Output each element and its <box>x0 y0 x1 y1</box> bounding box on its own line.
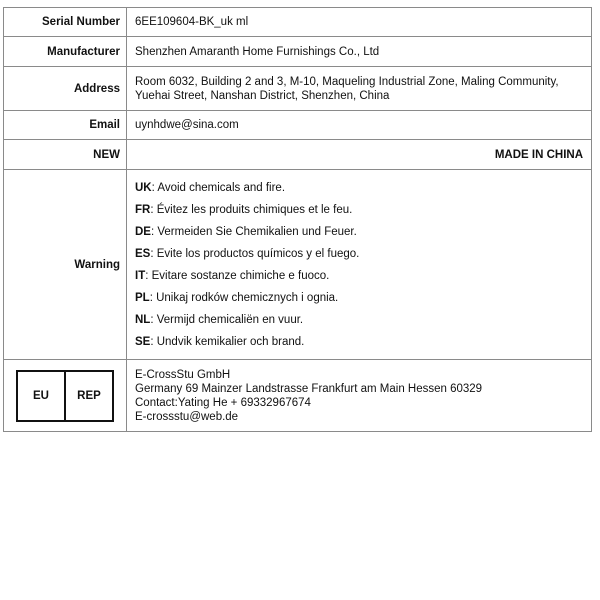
language-code: UK <box>135 181 152 194</box>
language-code: NL <box>135 313 151 326</box>
rep-contact: Contact:Yating He + 69332967674 <box>135 396 311 409</box>
rep-box: REP <box>64 372 112 420</box>
warning-list <box>127 170 592 360</box>
warning-item <box>135 243 583 265</box>
address-label: Address <box>4 67 127 111</box>
warning-text: : Vermeiden Sie Chemikalien und Feuer. <box>150 225 357 238</box>
warning-item <box>135 331 583 353</box>
rep-email: E-crossstu@web.de <box>135 410 239 423</box>
new-row <box>4 140 592 170</box>
eu-rep-symbol-cell <box>4 360 127 432</box>
manufacturer-value: Shenzhen Amaranth Home Furnishings Co., Ltd <box>127 37 592 67</box>
language-code: PL <box>135 291 150 304</box>
address-line: Room 6032, Building 2 and 3, M-10, Maqueling Industrial Zone, Maling Community, <box>135 75 559 88</box>
address-line: Yuehai Street, Nanshan District, Shenzhen, China <box>135 89 390 102</box>
email-label: Email <box>4 111 127 140</box>
serial-number-row <box>4 8 592 37</box>
serial-number-value: 6EE109604-BK_uk ml <box>127 8 592 37</box>
warning-text: : Evitare sostanze chimiche e fuoco. <box>145 269 330 282</box>
warning-item <box>135 177 583 199</box>
warning-item <box>135 199 583 221</box>
manufacturer-label: Manufacturer <box>4 37 127 67</box>
warning-text: : Undvik kemikalier och brand. <box>150 335 305 348</box>
language-code: FR <box>135 203 151 216</box>
warning-text: : Unikaj rodków chemicznych i ognia. <box>149 291 339 304</box>
warning-item <box>135 265 583 287</box>
eu-rep-row <box>4 360 592 432</box>
new-label: NEW <box>4 140 127 170</box>
warning-text: : Évitez les produits chimiques et le feu. <box>150 203 353 216</box>
warning-item <box>135 287 583 309</box>
email-value: uynhdwe@sina.com <box>127 111 592 140</box>
warning-text: : Evite los productos químicos y el fuego. <box>150 247 360 260</box>
eu-box: EU <box>33 389 49 402</box>
rep-address: Germany 69 Mainzer Landstrasse Frankfurt am Main Hessen 60329 <box>135 382 483 395</box>
manufacturer-row <box>4 37 592 67</box>
warning-item <box>135 309 583 331</box>
warning-label: Warning <box>4 170 127 360</box>
eu-rep-box <box>16 370 114 422</box>
language-code: SE <box>135 335 151 348</box>
eu-rep-symbol <box>4 370 126 422</box>
warning-row <box>4 170 592 360</box>
warning-text: : Avoid chemicals and fire. <box>151 181 286 194</box>
address-row <box>4 67 592 111</box>
warning-text: : Vermijd chemicaliën en vuur. <box>150 313 304 326</box>
warning-item <box>135 221 583 243</box>
rep-company: E-CrossStu GmbH <box>135 368 231 381</box>
language-code: DE <box>135 225 151 238</box>
language-code: IT <box>135 269 146 282</box>
made-in-china-text: MADE IN CHINA <box>127 140 592 170</box>
serial-number-label: Serial Number <box>4 8 127 37</box>
address-value <box>127 67 592 111</box>
email-row <box>4 111 592 140</box>
eu-rep-details <box>127 360 592 432</box>
language-code: ES <box>135 247 151 260</box>
product-label-table <box>3 7 592 432</box>
